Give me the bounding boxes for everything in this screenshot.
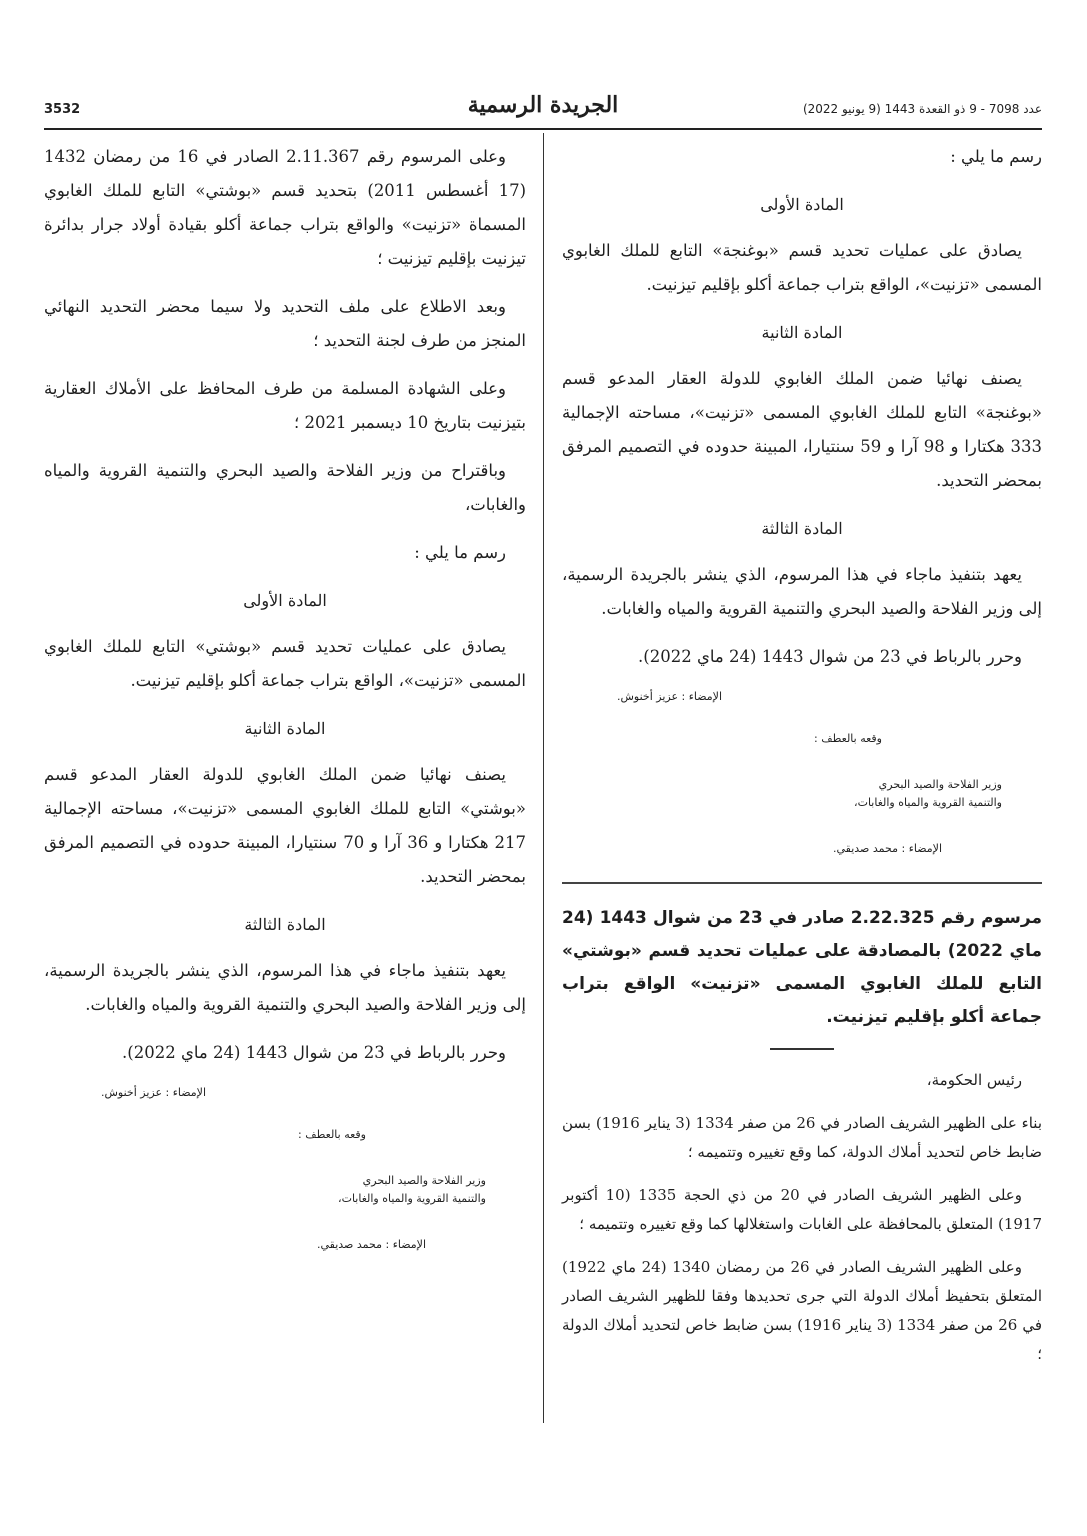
done-at-line: وحرر بالرباط في 23 من شوال 1443 (24 ماي 2022).	[122, 1043, 506, 1062]
article-heading: المادة الثانية	[244, 719, 326, 738]
minister-title-line1: وزير الفلاحة والصيد البحري	[878, 778, 1002, 791]
journal-title: الجريدة الرسمية	[467, 92, 619, 118]
minister-signature: الإمضاء : محمد صديقي.	[316, 1238, 426, 1251]
article-text: يصادق على عمليات تحديد قسم «بوغنجة» التابع للملك الغابوي المسمى «تزنيت»، الواقع بتراب جماعة أكلو بإقليم تيزنيت.	[562, 241, 1042, 294]
article-text: يصنف نهائيا ضمن الملك الغابوي للدولة العقار المدعو قسم «بوشتي» التابع للملك الغابوي المسمى «تزنيت»، مساحته الإجمالية 217 هكتارا و 36 آرا و 70 سنتيارا، المبينة حدوده في التصميم المرفق بمحضر التحديد.	[44, 765, 526, 886]
recital: وعلى الظهير الشريف الصادر في 26 من رمضان 1340 (24 ماي 1922) المتعلق بتحفيظ أملاك الدولة التي جرى تحديدها وفقا للظهير الشريف الصادر في 26 من صفر 1334 (3 يناير 1916) بسن ضابط خاص لتحديد أملاك الدولة ؛	[562, 1258, 1042, 1363]
minister-signature: الإمضاء : محمد صديقي.	[832, 842, 942, 855]
right-column	[562, 140, 1042, 1383]
done-at-line: وحرر بالرباط في 23 من شوال 1443 (24 ماي 2022).	[638, 647, 1022, 666]
page-number: 3532	[44, 102, 81, 117]
pm-signature: الإمضاء : عزيز أخنوش.	[100, 1086, 206, 1099]
issue-info: عدد 7098 - 9 ذو القعدة 1443 (9 يونيو 2022)	[802, 102, 1042, 116]
minister-title-line1: وزير الفلاحة والصيد البحري	[362, 1174, 486, 1187]
article-text: يصادق على عمليات تحديد قسم «بوشتي» التابع للملك الغابوي المسمى «تزنيت»، الواقع بتراب جماعة أكلو بإقليم تيزنيت.	[44, 637, 526, 690]
signature-block	[562, 688, 1042, 858]
page-header	[44, 92, 1042, 130]
article-text: يعهد بتنفيذ ماجاء في هذا المرسوم، الذي ينشر بالجريدة الرسمية، إلى وزير الفلاحة والصيد البحري والتنمية القروية والمياه والغابات.	[44, 961, 526, 1014]
recital: وباقتراح من وزير الفلاحة والصيد البحري والتنمية القروية والمياه والغابات،	[44, 461, 526, 514]
signature-block	[44, 1084, 526, 1254]
left-column	[44, 140, 526, 1254]
head-of-government: رئيس الحكومة،	[926, 1071, 1022, 1089]
decree-intro: رسم ما يلي :	[950, 147, 1042, 166]
decree-intro: رسم ما يلي :	[414, 543, 506, 562]
recital: وعلى الظهير الشريف الصادر في 20 من ذي الحجة 1335 (10 أكتوبر 1917) المتعلق بالمحافظة على الغابات واستغلالها كما وقع تغييره وتتميمه ؛	[562, 1186, 1042, 1233]
article-text: يعهد بتنفيذ ماجاء في هذا المرسوم، الذي ينشر بالجريدة الرسمية، إلى وزير الفلاحة والصيد البحري والتنمية القروية والمياه والغابات.	[562, 565, 1042, 618]
cosign-label: وقعه بالعطف :	[814, 732, 882, 745]
pm-signature: الإمضاء : عزيز أخنوش.	[616, 690, 722, 703]
minister-title-line2: والتنمية القروية والمياه والغابات،	[338, 1192, 486, 1205]
cosign-label: وقعه بالعطف :	[298, 1128, 366, 1141]
article-text: يصنف نهائيا ضمن الملك الغابوي للدولة العقار المدعو قسم «بوغنجة» التابع للملك الغابوي المسمى «تزنيت»، مساحته الإجمالية 333 هكتارا و 98 آرا و 59 سنتيارا، المبينة حدوده في التصميم المرفق بمحضر التحديد.	[562, 369, 1042, 490]
decree-title: مرسوم رقم 2.22.325 صادر في 23 من شوال 1443 (24 ماي 2022) بالمصادقة على عمليات تحديد قسم «بوشتي» التابع للملك الغابوي المسمى «تزنيت» الواقع بتراب جماعة أكلو بإقليم تيزنيت.	[562, 908, 1042, 1027]
article-heading: المادة الأولى	[760, 195, 844, 214]
column-divider	[543, 133, 544, 1423]
article-heading: المادة الأولى	[243, 591, 327, 610]
recital: وعلى المرسوم رقم 2.11.367 الصادر في 16 من رمضان 1432 (17 أغسطس 2011) بتحديد قسم «بوشتي» التابع للملك الغابوي المسماة «تزنيت» والواقع بتراب جماعة أكلو بقيادة أولاد جرار بدائرة تيزنيت بإقليم تيزنيت ؛	[44, 147, 527, 268]
recital: بناء على الظهير الشريف الصادر في 26 من صفر 1334 (3 يناير 1916) بسن ضابط خاص لتحديد أملاك الدولة، كما وقع تغييره وتتميمه ؛	[562, 1114, 1042, 1161]
minister-title-line2: والتنمية القروية والمياه والغابات،	[854, 796, 1002, 809]
title-rule	[770, 1048, 834, 1050]
article-heading: المادة الثانية	[761, 323, 843, 342]
recital: وبعد الاطلاع على ملف التحديد ولا سيما محضر التحديد النهائي المنجز من طرف لجنة التحديد ؛	[44, 297, 526, 350]
article-heading: المادة الثالثة	[761, 519, 843, 538]
section-separator	[562, 882, 1042, 884]
article-heading: المادة الثالثة	[244, 915, 326, 934]
recital: وعلى الشهادة المسلمة من طرف المحافظ على الأملاك العقارية بتيزنيت بتاريخ 10 ديسمبر 2021 ؛	[44, 379, 526, 432]
